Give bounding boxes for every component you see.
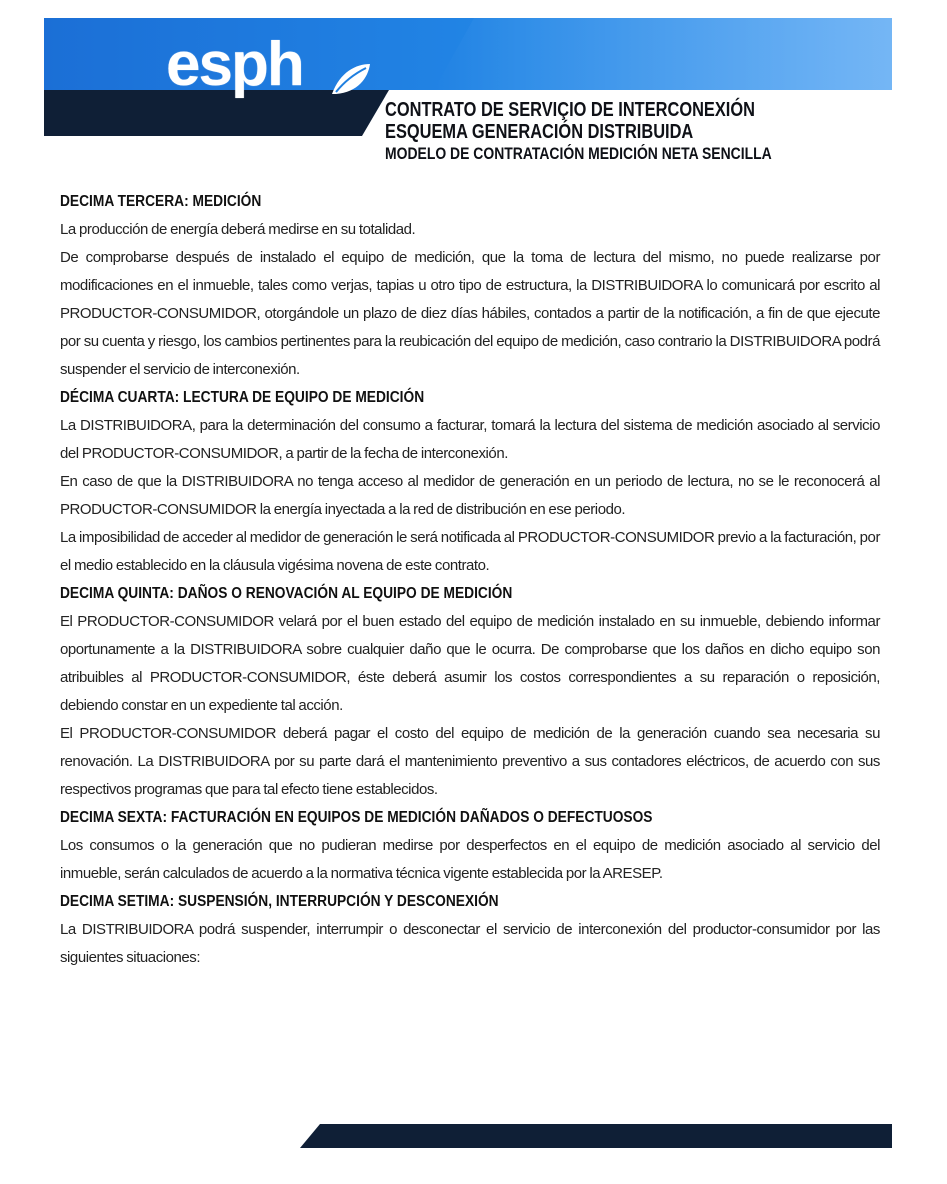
document-model: MODELO DE CONTRATACIÓN MEDICIÓN NETA SENCILLA <box>385 144 772 163</box>
section-heading: DECIMA SETIMA: SUSPENSIÓN, INTERRUPCIÓN Y DESCONEXIÓN <box>60 893 499 910</box>
section-heading: DÉCIMA CUARTA: LECTURA DE EQUIPO DE MEDICIÓN <box>60 389 425 406</box>
paragraph: La DISTRIBUIDORA podrá suspender, interrumpir o desconectar el servicio de interconexión del productor-consumidor por las siguientes situaciones: <box>60 921 880 966</box>
section-heading: DECIMA TERCERA: MEDICIÓN <box>60 193 262 210</box>
leaf-icon <box>330 62 372 96</box>
paragraph: De comprobarse después de instalado el equipo de medición, que la toma de lectura del mismo, no puede realizarse por modificaciones en el inmueble, tales como verjas, tapias u otro tipo de estructura, la DISTRIBUIDORA lo comunicará por escrito al PRODUCTOR-CONSUMIDOR, otorgándole un plazo de diez días hábiles, contados a partir de la notificación, a fin de que ejecute por su cuenta y riesgo, los cambios pertinentes para la reubicación del equipo de medición, caso contrario la DISTRIBUIDORA podrá suspender el servicio de interconexión. <box>60 249 880 378</box>
paragraph: El PRODUCTOR-CONSUMIDOR velará por el buen estado del equipo de medición instalado en su inmueble, debiendo informar oportunamente a la DISTRIBUIDORA sobre cualquier daño que le ocurra. De comprobarse que los daños en dicho equipo son atribuibles al PRODUCTOR-CONSUMIDOR, éste deberá asumir los costos correspondientes a su reparación o reposición, debiendo constar en un expediente tal acción. <box>60 613 880 714</box>
paragraph: En caso de que la DISTRIBUIDORA no tenga acceso al medidor de generación en un periodo de lectura, no se le reconocerá al PRODUCTOR-CONSUMIDOR la energía inyectada a la red de distribución en ese periodo. <box>60 473 880 518</box>
paragraph: La DISTRIBUIDORA, para la determinación del consumo a facturar, tomará la lectura del sistema de medición asociado al servicio del PRODUCTOR-CONSUMIDOR, a partir de la fecha de interconexión. <box>60 417 880 462</box>
paragraph: La producción de energía deberá medirse en su totalidad. <box>60 221 416 238</box>
paragraph: Los consumos o la generación que no pudieran medirse por desperfectos en el equipo de medición asociado al servicio del inmueble, serán calculados de acuerdo a la normativa técnica vigente establecida por la ARESEP. <box>60 837 880 882</box>
document-title: CONTRATO DE SERVIÇIO DE INTERCONEXIÓN <box>385 99 755 121</box>
document-body <box>60 188 880 972</box>
section-heading: DECIMA SEXTA: FACTURACIÓN EN EQUIPOS DE MEDICIÓN DAÑADOS O DEFECTUOSOS <box>60 809 653 826</box>
paragraph: El PRODUCTOR-CONSUMIDOR deberá pagar el costo del equipo de medición de la generación cuando sea necesaria su renovación. La DISTRIBUIDORA por su parte dará el mantenimiento preventivo a sus contadores eléctricos, de acuerdo con sus respectivos programas que para tal efecto tiene establecidos. <box>60 725 880 798</box>
paragraph: La imposibilidad de acceder al medidor de generación le será notificada al PRODUCTOR-CONSUMIDOR previo a la facturación, por el medio establecido en la cláusula vigésima novena de este contrato. <box>60 529 880 574</box>
footer-bar <box>300 1124 892 1148</box>
document-subtitle: ESQUEMA GENERACIÓN DISTRIBUIDA <box>385 121 694 143</box>
section-heading: DECIMA QUINTA: DAÑOS O RENOVACIÓN AL EQUIPO DE MEDICIÓN <box>60 585 513 602</box>
document-title-block <box>385 99 905 164</box>
esph-logo: esph <box>166 30 303 99</box>
